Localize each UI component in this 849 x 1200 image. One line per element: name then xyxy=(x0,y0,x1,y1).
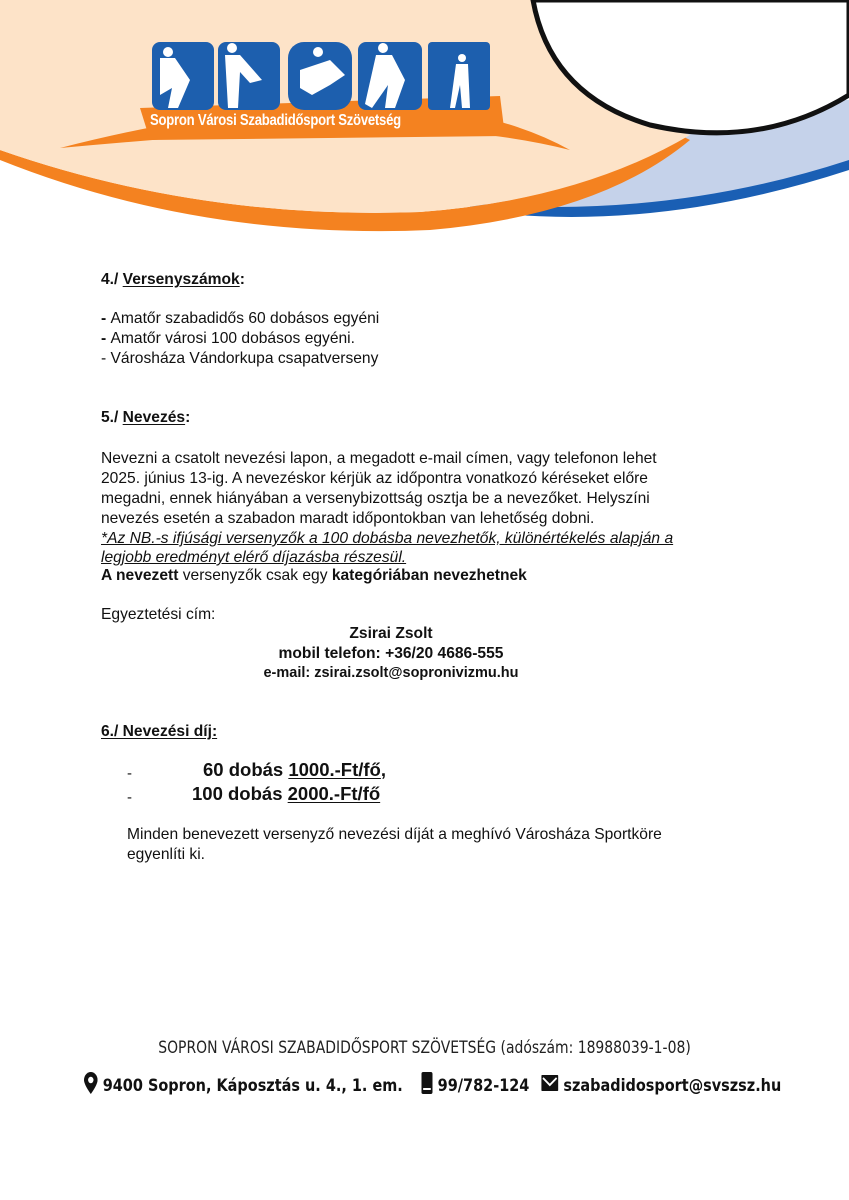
fee-item xyxy=(203,760,386,779)
fee-item xyxy=(192,784,380,803)
contact-email: e-mail: zsirai.zsolt@sopronivizmu.hu xyxy=(263,665,519,681)
note-line: *Az NB.-s ifjúsági versenyzők a 100 dobásba nevezhetők, különértékelés alapján a xyxy=(101,530,674,547)
rule-bold-2: kategóriában nevezhetnek xyxy=(331,567,527,584)
footer-phone: 99/782-124 xyxy=(437,1075,530,1096)
mobile-phone-icon xyxy=(422,1072,433,1099)
logo-subtitle: Sopron Városi Szabadidősport Szövetség xyxy=(150,112,401,129)
fee-label: 60 dobás xyxy=(203,759,289,780)
list-dash: - xyxy=(101,330,111,347)
paragraph-line: 2025. június 13-ig. A nevezéskor kérjük az időpontra vonatkozó kéréseket előre xyxy=(101,470,648,487)
list-dash: - xyxy=(101,310,111,327)
section-number: 4./ xyxy=(101,271,123,288)
paragraph-line: nevezés esetén a szabadon maradt időpontokban van lehetőség dobni. xyxy=(101,510,595,527)
letterhead-header xyxy=(0,0,849,240)
fee-price: 1000.-Ft/fő xyxy=(288,759,381,780)
footer-address: 9400 Sopron, Káposztás u. 4., 1. em. xyxy=(102,1075,403,1096)
list-text: Városháza Vándorkupa csapatverseny xyxy=(110,350,379,367)
section-4-heading xyxy=(101,270,245,289)
section-5-heading xyxy=(101,408,190,427)
section-title: Nevezés xyxy=(122,409,186,426)
list-text: Amatőr városi 100 dobásos egyéni. xyxy=(110,330,355,347)
footer-email: szabadidosport@svszsz.hu xyxy=(563,1075,782,1096)
fee-dash: - xyxy=(127,765,132,782)
envelope-icon xyxy=(541,1075,558,1096)
location-pin-icon xyxy=(84,1072,98,1099)
rule-bold-1: A nevezett xyxy=(101,567,179,584)
footer-contact-row xyxy=(84,1072,781,1099)
heading-colon: : xyxy=(239,271,245,288)
rule-normal: versenyzők csak egy xyxy=(178,567,332,584)
list-item xyxy=(101,349,378,368)
contact-label: Egyeztetési cím: xyxy=(101,606,216,623)
section-title: Versenyszámok xyxy=(122,271,240,288)
section-6-heading: 6./ Nevezési díj: xyxy=(101,723,218,740)
contact-name: Zsirai Zsolt xyxy=(349,625,433,642)
fee-label: 100 dobás xyxy=(192,783,288,804)
list-text: Amatőr szabadidős 60 dobásos egyéni xyxy=(110,310,380,327)
note-line: legjobb eredményt elérő díjazásba részesül. xyxy=(101,549,407,566)
section-number: 5./ xyxy=(101,409,123,426)
paragraph-line: megadni, ennek hiányában a versenybizottság osztja be a nevezőket. Helyszíni xyxy=(101,490,650,507)
list-item xyxy=(101,309,379,328)
list-item xyxy=(101,329,355,348)
heading-colon: : xyxy=(185,409,191,426)
fee-suffix: , xyxy=(380,759,387,780)
contact-phone: mobil telefon: +36/20 4686-555 xyxy=(278,645,504,662)
list-dash: - xyxy=(101,350,111,367)
paragraph-line: Nevezni a csatolt nevezési lapon, a megadott e-mail címen, vagy telefonon lehet xyxy=(101,450,657,467)
fee-dash: - xyxy=(127,789,132,806)
fee-note-line: egyenlíti ki. xyxy=(127,846,206,863)
rule-line xyxy=(101,566,527,585)
fee-note-line: Minden benevezett versenyző nevezési díját a meghívó Városháza Sportköre xyxy=(127,826,662,843)
footer-organization: SOPRON VÁROSI SZABADIDŐSPORT SZÖVETSÉG (adószám: 18988039-1-08) xyxy=(158,1038,691,1058)
fee-price: 2000.-Ft/fő xyxy=(287,783,381,804)
header-background-shapes xyxy=(0,0,849,240)
